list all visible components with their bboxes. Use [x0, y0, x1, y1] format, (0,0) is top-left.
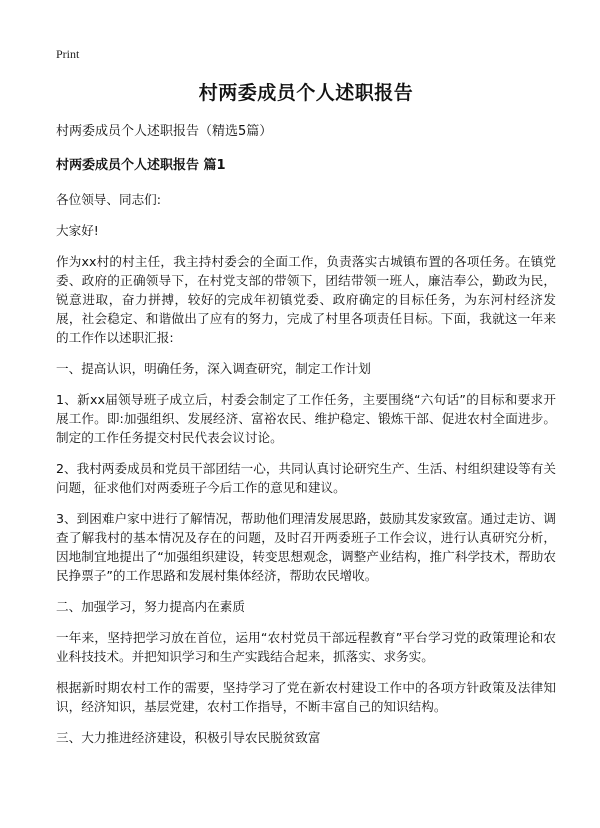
section-title: 村两委成员个人述职报告 篇1 [56, 158, 226, 173]
intro-paragraph: 作为xx村的村主任，我主持村委会的全面工作，负责落实古城镇布置的各项任务。在镇党委、政府的正确领导下，在村党支部的带领下，团结带领一班人，廉洁奉公，勤政为民，锐意进取，奋力拼搏，较好的完成年初镇党委、政府确定的目标任务，为东河村经济发展，社会稳定、和谐做出了应有的努力，完成了村里各项责任目标。下面，我就这一年来的工作作以述职汇报: [56, 254, 556, 345]
heading-one: 一、提高认识，明确任务，深入调查研究，制定工作计划 [56, 361, 371, 376]
salutation: 各位领导、同志们: [56, 192, 161, 207]
item-one: 1、新xx届领导班子成立后，村委会制定了工作任务，主要围绕“六句话”的目标和要求开展工作。即:加强组织、发展经济、富裕农民、维护稳定、锻炼干部、促进农村全面进步。制定的工作任务提交村民代表会议讨论。 [56, 392, 556, 445]
heading-two: 二、加强学习，努力提高内在素质 [56, 599, 245, 614]
study-paragraph: 一年来，坚持把学习放在首位，运用“农村党员干部远程教育”平台学习党的政策理论和农业科技技术。并把知识学习和生产实践结合起来，抓落实、求务实。 [56, 630, 556, 664]
print-link[interactable]: Print [56, 47, 80, 61]
item-three: 3、到困难户家中进行了解情况，帮助他们理清发展思路，鼓励其发家致富。通过走访、调查了解我村的基本情况及存在的问题，及时召开两委班子工作会议，进行认真研究分析，因地制宜地提出了“加强组织建设，转变思想观念，调整产业结构，推广科学技术，帮助农民挣票子”的工作思路和发展村集体经济，帮助农民增收。 [56, 511, 556, 583]
document-page [56, 80, 556, 759]
document-title: 村两委成员个人述职报告 [198, 82, 414, 104]
heading-three: 三、大力推进经济建设，积极引导农民脱贫致富 [56, 730, 321, 745]
greeting: 大家好! [56, 223, 99, 238]
item-two: 2、我村两委成员和党员干部团结一心，共同认真讨论研究生产、生活、村组织建设等有关问题，征求他们对两委班子今后工作的意见和建议。 [56, 461, 556, 495]
document-subtitle: 村两委成员个人述职报告（精选5篇） [56, 124, 273, 139]
knowledge-paragraph: 根据新时期农村工作的需要，坚持学习了党在新农村建设工作中的各项方针政策及法律知识，经济知识，基层党建，农村工作指导，不断丰富自己的知识结构。 [56, 680, 556, 714]
